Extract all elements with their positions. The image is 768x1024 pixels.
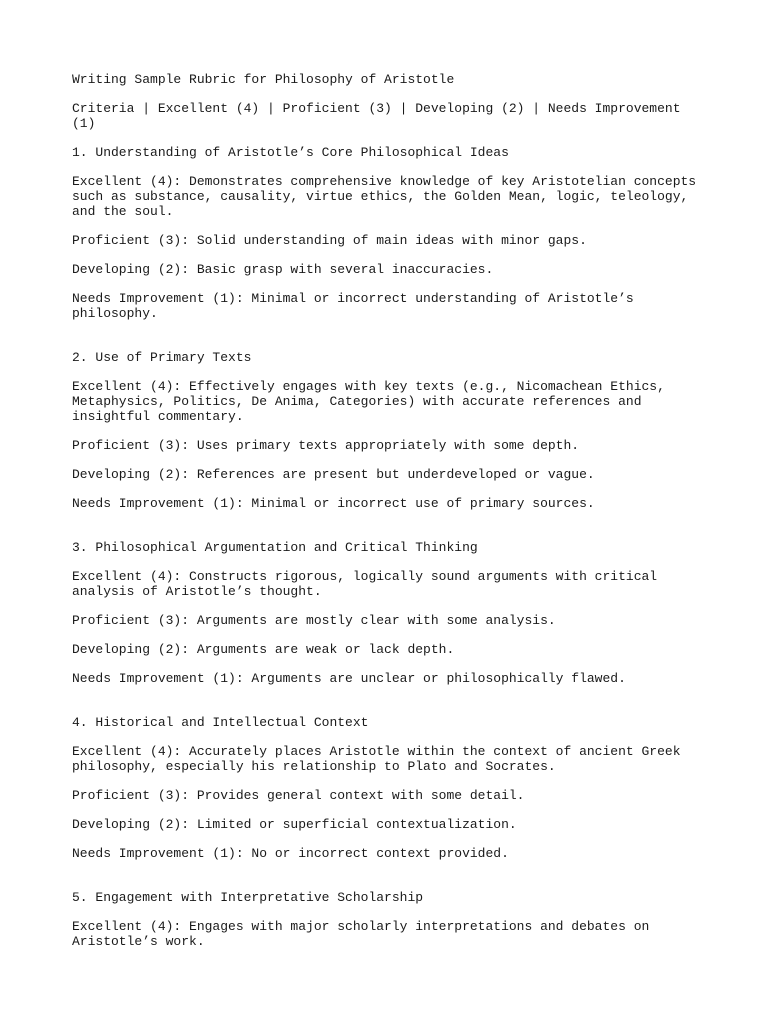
level-needs-improvement: Needs Improvement (1): Minimal or incorrect use of primary sources. <box>72 496 595 511</box>
level-needs-improvement: Needs Improvement (1): Minimal or incorrect understanding of Aristotle’s philosophy. <box>72 291 642 321</box>
level-proficient: Proficient (3): Arguments are mostly clear with some analysis. <box>72 613 556 628</box>
level-proficient: Proficient (3): Solid understanding of main ideas with minor gaps. <box>72 233 587 248</box>
level-needs-improvement: Needs Improvement (1): No or incorrect context provided. <box>72 846 509 861</box>
criterion-section-3 <box>72 540 708 686</box>
criterion-heading: 2. Use of Primary Texts <box>72 350 252 365</box>
criterion-section-2 <box>72 350 708 511</box>
criterion-heading: 3. Philosophical Argumentation and Critical Thinking <box>72 540 478 555</box>
criterion-section-5 <box>72 890 708 949</box>
document-body <box>72 72 708 978</box>
level-excellent: Excellent (4): Constructs rigorous, logically sound arguments with critical analysis of Aristotle’s thought. <box>72 569 665 599</box>
level-proficient: Proficient (3): Provides general context with some detail. <box>72 788 525 803</box>
level-developing: Developing (2): Arguments are weak or lack depth. <box>72 642 455 657</box>
criterion-section-1 <box>72 145 708 321</box>
criterion-heading: 5. Engagement with Interpretative Scholarship <box>72 890 424 905</box>
level-excellent: Excellent (4): Effectively engages with key texts (e.g., Nicomachean Ethics, Metaphysics, Politics, De Anima, Categories) with accurate references and insightful commentary. <box>72 379 673 424</box>
criterion-heading: 4. Historical and Intellectual Context <box>72 715 369 730</box>
criterion-section-4 <box>72 715 708 861</box>
rubric-header-row: Criteria | Excellent (4) | Proficient (3) | Developing (2) | Needs Improvement (1) <box>72 101 689 131</box>
level-developing: Developing (2): Basic grasp with several inaccuracies. <box>72 262 494 277</box>
level-excellent: Excellent (4): Accurately places Aristotle within the context of ancient Greek philosophy, especially his relationship to Plato and Socrates. <box>72 744 689 774</box>
level-excellent: Excellent (4): Engages with major scholarly interpretations and debates on Aristotle’s work. <box>72 919 658 949</box>
level-developing: Developing (2): Limited or superficial contextualization. <box>72 817 517 832</box>
criterion-heading: 1. Understanding of Aristotle’s Core Philosophical Ideas <box>72 145 509 160</box>
level-excellent: Excellent (4): Demonstrates comprehensive knowledge of key Aristotelian concepts such as substance, causality, virtue ethics, the Golden Mean, logic, teleology, and the soul. <box>72 174 704 219</box>
level-developing: Developing (2): References are present but underdeveloped or vague. <box>72 467 595 482</box>
level-needs-improvement: Needs Improvement (1): Arguments are unclear or philosophically flawed. <box>72 671 626 686</box>
document-title: Writing Sample Rubric for Philosophy of Aristotle <box>72 72 455 87</box>
level-proficient: Proficient (3): Uses primary texts appropriately with some depth. <box>72 438 580 453</box>
